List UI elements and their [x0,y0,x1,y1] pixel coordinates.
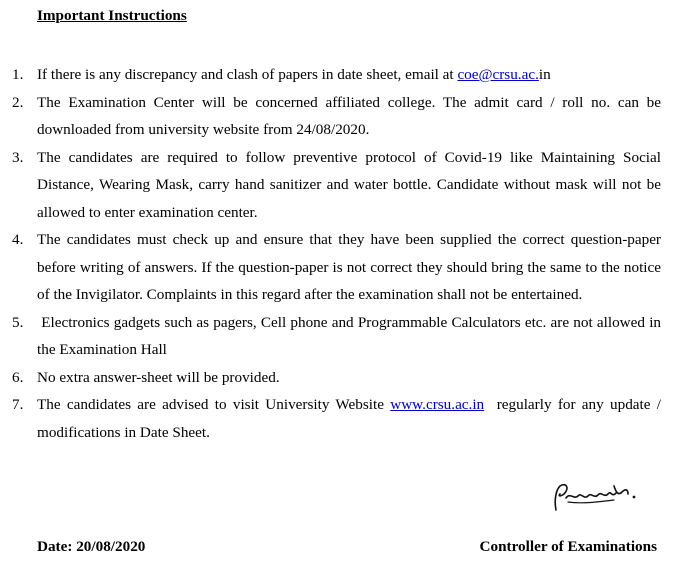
instruction-item-2 [0,89,697,144]
item-text: No extra answer-sheet will be provided. [37,368,280,386]
item-number: 4. [12,231,24,248]
item-text: The candidates must check up and ensure that they have been supplied the correct question-paper before writing of answers. If the question-paper is not correct they should bring the same to the notice of the Invigilator. Complaints in this regard after the examination shall not be entertained. [37,231,665,303]
instructions-list [0,61,697,446]
instruction-item-6 [0,364,697,392]
controller-of-examinations: Controller of Examinations [479,538,657,555]
item-number: 1. [12,66,24,83]
issue-date: Date: 20/08/2020 [37,538,146,555]
heading: Important Instructions [37,7,187,24]
item-text: The candidates are required to follow preventive protocol of Covid-19 like Maintaining Social Distance, Wearing Mask, carry hand sanitizer and water bottle. Candidate without mask will not be allowed to enter examination center. [37,148,665,221]
item-text: The Examination Center will be concerned affiliated college. The admit card / roll no. can be downloaded from university website from 24/08/2020. [37,93,665,138]
university-website-link[interactable]: www.crsu.ac.in [390,396,485,413]
item-number: 2. [12,93,24,111]
instruction-item-7 [0,391,697,446]
signature-image [548,478,644,518]
item-text: If there is any discrepancy and clash of papers in date sheet, email at [37,66,458,83]
item-number: 5. [12,313,24,331]
item-text-tail: regularly for any update / modifications in Date Sheet. [37,396,665,441]
instruction-item-5 [0,309,697,364]
item-text: Electronics gadgets such as pagers, Cell phone and Programmable Calculators etc. are not allowed in the Examination Hall [37,313,665,358]
item-text: The candidates are advised to visit University Website [37,396,391,413]
instruction-item-4 [0,226,697,309]
item-number: 7. [12,396,24,413]
item-number: 3. [12,148,24,166]
item-number: 6. [12,368,24,386]
instruction-item-3 [0,144,697,227]
coe-email-link[interactable]: coe@crsu.ac. [457,66,539,83]
instruction-item-1 [0,61,697,89]
item-text-tail: in [538,66,551,83]
